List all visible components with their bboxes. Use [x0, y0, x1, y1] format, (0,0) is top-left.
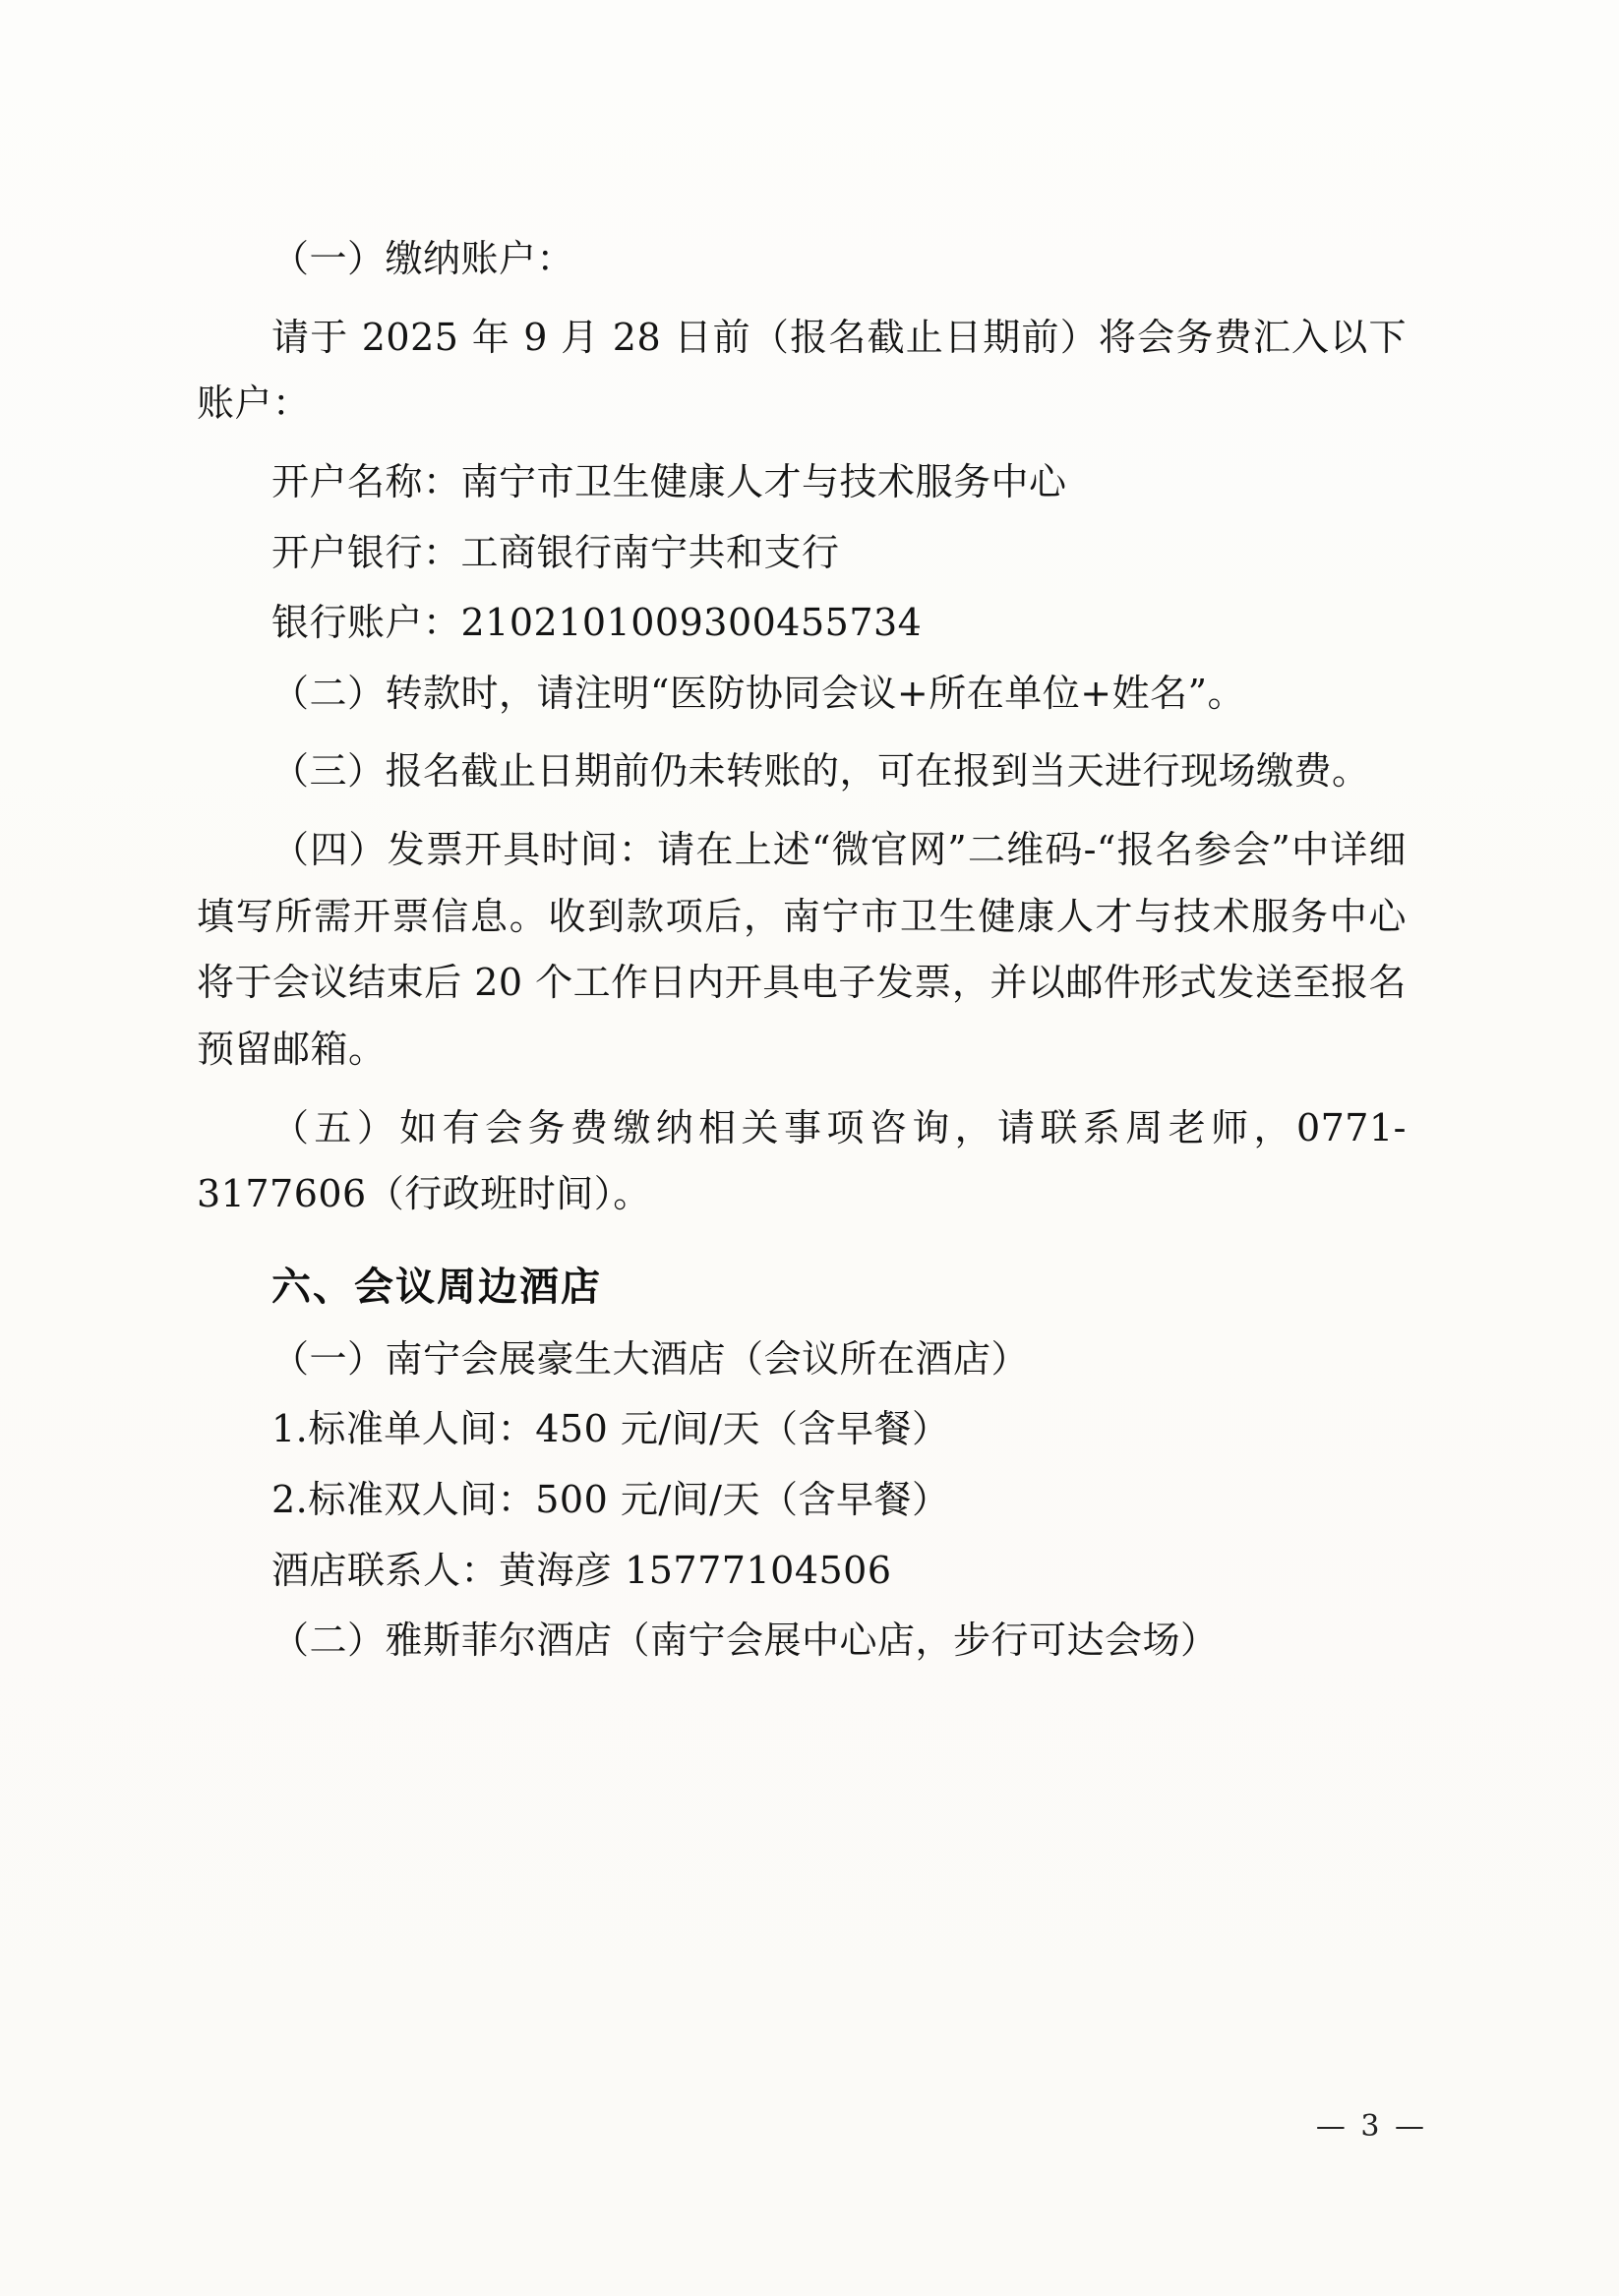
paragraph-fee-contact: （五）如有会务费缴纳相关事项咨询，请联系周老师，0771-3177606（行政班时间）。	[197, 1105, 1407, 1216]
paragraph-payment-account-heading: （一）缴纳账户：	[271, 237, 575, 280]
paragraph-account-name: 开户名称：南宁市卫生健康人才与技术服务中心	[271, 459, 1067, 503]
paragraph-bank-name: 开户银行：工商银行南宁共和支行	[271, 530, 840, 574]
paragraph-transfer-deadline: 请于 2025 年 9 月 28 日前（报名截止日期前）将会务费汇入以下账户：	[197, 315, 1407, 426]
paragraph-onsite-payment: （三）报名截止日期前仍未转账的，可在报到当天进行现场缴费。	[271, 749, 1370, 794]
paragraph-invoice-issuance: （四）发票开具时间：请在上述“微官网”二维码-“报名参会”中详细填写所需开票信息。收到款项后，南宁市卫生健康人才与技术服务中心将于会议结束后 20 个工作日内开具电子发票，并以邮件形式发送至报名预留邮箱。	[197, 828, 1407, 1071]
paragraph-hotel-1-contact: 酒店联系人：黄海彦 15777104506	[271, 1548, 892, 1592]
paragraph-hotel-1-double-room: 2.标准双人间：500 元/间/天（含早餐）	[271, 1478, 950, 1521]
paragraph-hotel-1-name: （一）南宁会展豪生大酒店（会议所在酒店）	[271, 1336, 1030, 1381]
page-number: — 3 —	[1315, 2109, 1427, 2144]
paragraph-bank-account-number: 银行账户：2102101009300455734	[271, 601, 923, 645]
paragraph-transfer-note: （二）转款时，请注明“医防协同会议+所在单位+姓名”。	[271, 671, 1246, 715]
document-body	[197, 226, 1407, 1678]
paragraph-hotel-2-name: （二）雅斯菲尔酒店（南宁会展中心店，步行可达会场）	[271, 1619, 1219, 1663]
section-heading-nearby-hotels: 六、会议周边酒店	[271, 1264, 602, 1310]
paragraph-hotel-1-single-room: 1.标准单人间：450 元/间/天（含早餐）	[271, 1407, 950, 1451]
